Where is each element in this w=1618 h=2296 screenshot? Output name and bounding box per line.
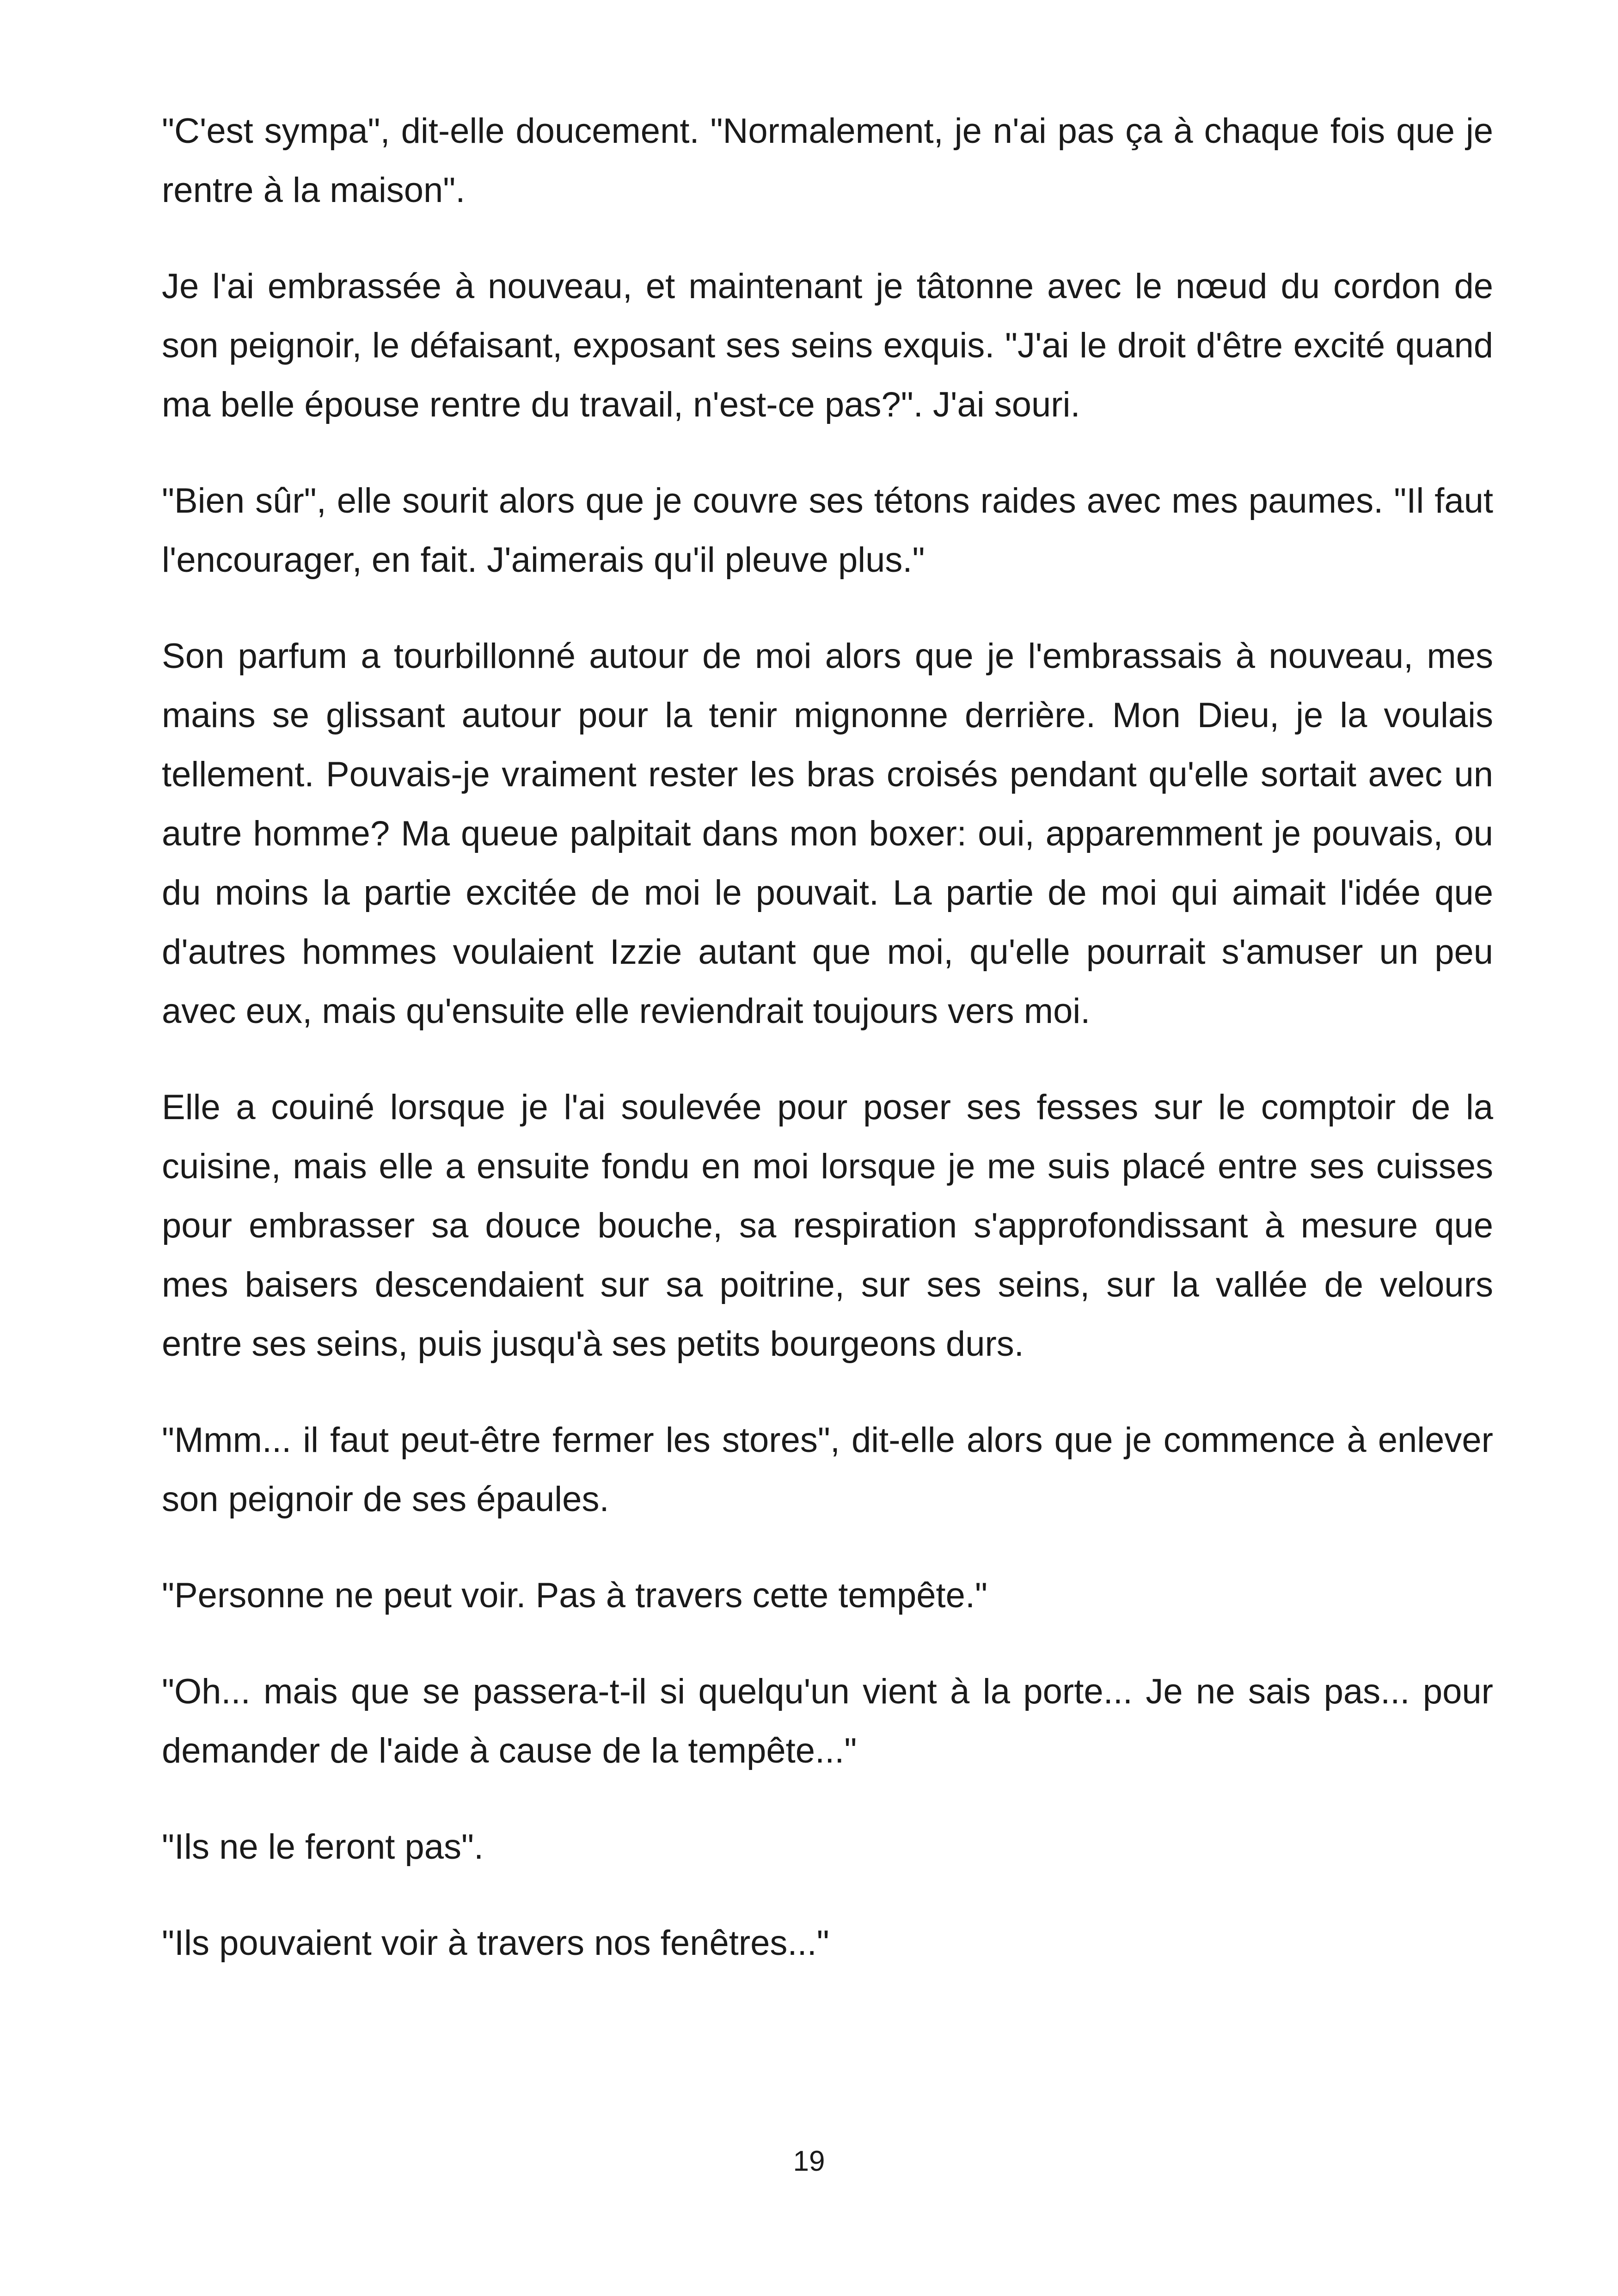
- paragraph-4: Son parfum a tourbillonné autour de moi alors que je l'embrassais à nouveau, mes mains se glissant autour pour la tenir mignonne derrière. Mon Dieu, je la voulais tellement. Pouvais-je vraiment rester les bras croisés pendant qu'elle sortait avec un autre homme? Ma queue palpitait dans mon boxer: oui, apparemment je pouvais, ou du moins la partie excitée de moi le pouvait. La partie de moi qui aimait l'idée que d'autres hommes voulaient Izzie autant que moi, qu'elle pourrait s'amuser un peu avec eux, mais qu'ensuite elle reviendrait toujours vers moi.: [162, 637, 1493, 1031]
- paragraph-2: Je l'ai embrassée à nouveau, et maintenant je tâtonne avec le nœud du cordon de son peignoir, le défaisant, exposant ses seins exquis. "J'ai le droit d'être excité quand ma belle épouse rentre du travail, n'est-ce pas?". J'ai souri.: [162, 267, 1493, 424]
- paragraph-8: "Oh... mais que se passera-t-il si quelqu'un vient à la porte... Je ne sais pas... pour demander de l'aide à cause de la tempête...": [162, 1672, 1493, 1770]
- paragraph-9: "Ils ne le feront pas".: [162, 1827, 484, 1867]
- paragraph-3: "Bien sûr", elle sourit alors que je couvre ses tétons raides avec mes paumes. "Il faut l'encourager, en fait. J'aimerais qu'il pleuve plus.": [162, 481, 1493, 580]
- body-text: [162, 102, 1493, 2010]
- paragraph-10: "Ils pouvaient voir à travers nos fenêtres...": [162, 1923, 829, 1963]
- paragraph-1: "C'est sympa", dit-elle doucement. "Normalement, je n'ai pas ça à chaque fois que je rentre à la maison".: [162, 111, 1493, 210]
- paragraph-6: "Mmm... il faut peut-être fermer les stores", dit-elle alors que je commence à enlever son peignoir de ses épaules.: [162, 1420, 1493, 1519]
- paragraph-7: "Personne ne peut voir. Pas à travers cette tempête.": [162, 1576, 988, 1615]
- paragraph-5: Elle a couiné lorsque je l'ai soulevée pour poser ses fesses sur le comptoir de la cuisine, mais elle a ensuite fondu en moi lorsque je me suis placé entre ses cuisses pour embrasser sa douce bouche, sa respiration s'approfondissant à mesure que mes baisers descendaient sur sa poitrine, sur ses seins, sur la vallée de velours entre ses seins, puis jusqu'à ses petits bourgeons durs.: [162, 1088, 1493, 1364]
- page-number: 19: [793, 2145, 825, 2177]
